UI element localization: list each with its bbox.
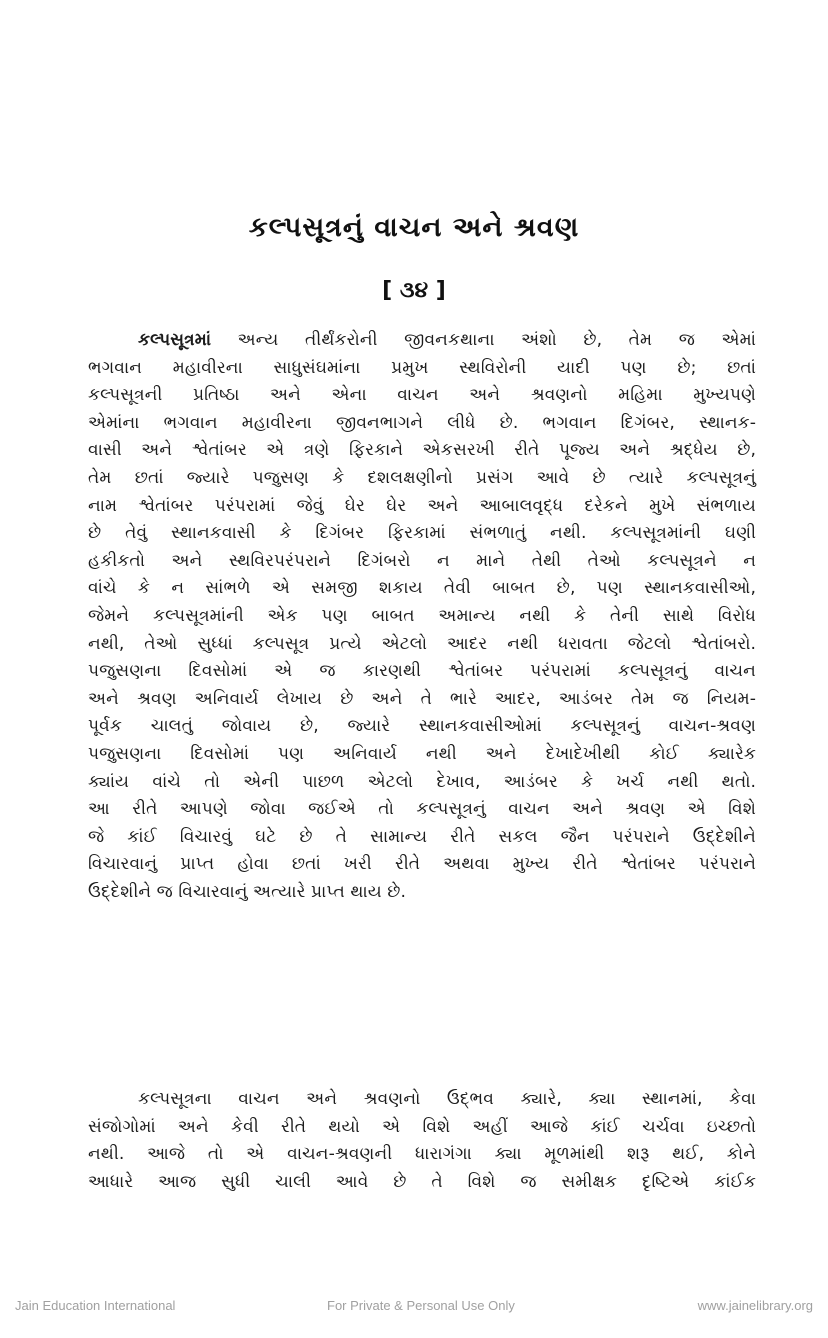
text-line: ઉદ્દેશીને જ વિચારવાનું અત્યારે પ્રાપ્ત થાય છે. <box>88 881 407 902</box>
chapter-number: [ ૩૪ ] <box>382 278 446 303</box>
text-line: નામ શ્વેતાંબર પરંપરામાં જેવું ઘેર ઘેર અને આબાલવૃદ્ધ દરેકને મુખે સંભળાય <box>88 495 756 516</box>
text-line: વાંચે કે ન સાંભળે એ સમજી શકાય તેવી બાબત છે, પણ સ્થાનકવાસીઓ, <box>88 578 756 599</box>
text-line: જેમને કલ્પસૂત્રમાંની એક પણ બાબત અમાન્ય નથી કે તેની સાથે વિરોધ <box>88 605 756 626</box>
page-title: કલ્પસૂત્રનું વાચન અને શ્રવણ <box>248 212 580 243</box>
paragraph-2 <box>88 1086 756 1196</box>
lead-word: કલ્પસૂત્રમાં <box>138 330 212 350</box>
text-line: પૂર્વક ચાલતું જોવાય છે, જ્યારે સ્થાનકવાસીઓમાં કલ્પસૂત્રનું વાચન-શ્રવણ <box>88 716 756 737</box>
paragraph-1 <box>88 327 756 906</box>
text-line: જે કાંઈ વિચારવું ઘટે છે તે સામાન્ય રીતે સકલ જૈન પરંપરાને ઉદ્દેશીને <box>88 826 756 847</box>
footer-usage-notice: For Private & Personal Use Only <box>327 1298 515 1313</box>
text-line: પજુસણના દિવસોમાં એ જ કારણથી શ્વેતાંબર પરંપરામાં કલ્પસૂત્રનું વાચન <box>88 661 756 682</box>
footer-website-link[interactable]: www.jainelibrary.org <box>697 1298 813 1313</box>
text-line: કલ્પસૂત્રના વાચન અને શ્રવણનો ઉદ્ભવ ક્યારે, ક્યા સ્થાનમાં, કેવા <box>138 1089 756 1109</box>
text-line: હકીકતો અને સ્થવિરપરંપરાને દિગંબરો ન માને તેથી તેઓ કલ્પસૂત્રને ન <box>88 550 756 571</box>
text-line: તેમ છતાં જ્યારે પજુસણ કે દશલક્ષણીનો પ્રસંગ આવે છે ત્યારે કલ્પસૂત્રનું <box>88 467 756 488</box>
text-line: આધારે આજ સુધી ચાલી આવે છે તે વિશે જ સમીક્ષક દૃષ્ટિએ કાંઈક <box>88 1171 756 1192</box>
text-line: નથી, તેઓ સુધ્ધાં કલ્પસૂત્ર પ્રત્યે એટલો આદર નથી ધરાવતા જેટલો શ્વેતાંબરો. <box>88 633 756 654</box>
text-line: ભગવાન મહાવીરના સાધુસંઘમાંના પ્રમુખ સ્થવિરોની યાદી પણ છે; છતાં <box>88 357 756 378</box>
text-line: કલ્પસૂત્રની પ્રતિષ્ઠા અને એના વાચન અને શ્રવણનો મહિમા મુખ્યપણે <box>88 385 756 406</box>
text-line: પજુસણના દિવસોમાં પણ અનિવાર્ય નથી અને દેખાદેખીથી કોઈ ક્યારેક <box>88 743 756 764</box>
text-line: ક્યાંય વાંચે તો એની પાછળ એટલો દેખાવ, આડંબર કે ખર્ચ નથી થતો. <box>88 771 756 792</box>
text-line: અને શ્રવણ અનિવાર્ય લેખાય છે અને તે ભારે આદર, આડંબર તેમ જ નિયમ- <box>88 688 756 709</box>
text-line: વિચારવાનું પ્રાપ્ત હોવા છતાં ખરી રીતે અથવા મુખ્ય રીતે શ્વેતાંબર પરંપરાને <box>88 854 756 875</box>
text-line: છે તેવું સ્થાનકવાસી કે દિગંબર ફિરકામાં સંભળાતું નથી. કલ્પસૂત્રમાંની ઘણી <box>88 523 756 544</box>
text-line: એમાંના ભગવાન મહાવીરના જીવનભાગને લીધે છે. ભગવાન દિગંબર, સ્થાનક- <box>88 412 756 433</box>
footer-publisher: Jain Education International <box>15 1298 176 1313</box>
text-line: સંજોગોમાં અને કેવી રીતે થયો એ વિશે અહીં આજે કાંઈ ચર્ચવા ઇચ્છતો <box>88 1116 756 1137</box>
page-footer <box>0 1298 828 1318</box>
text-line: આ રીતે આપણે જોવા જઈએ તો કલ્પસૂત્રનું વાચન અને શ્રવણ એ વિશે <box>88 799 756 820</box>
text-line: વાસી અને શ્વેતાંબર એ ત્રણે ફિરકાને એકસરખી રીતે પૂજ્ય અને શ્રદ્ધેય છે, <box>88 440 756 461</box>
text-line: કલ્પસૂત્રમાં અન્ય તીર્થંકરોની જીવનકથાના અંશો છે, તેમ જ એમાં <box>138 330 756 350</box>
text-line: નથી. આજે તો એ વાચન-શ્રવણની ધારાગંગા ક્યા મૂળમાંથી શરૂ થઈ, કોને <box>88 1144 756 1165</box>
